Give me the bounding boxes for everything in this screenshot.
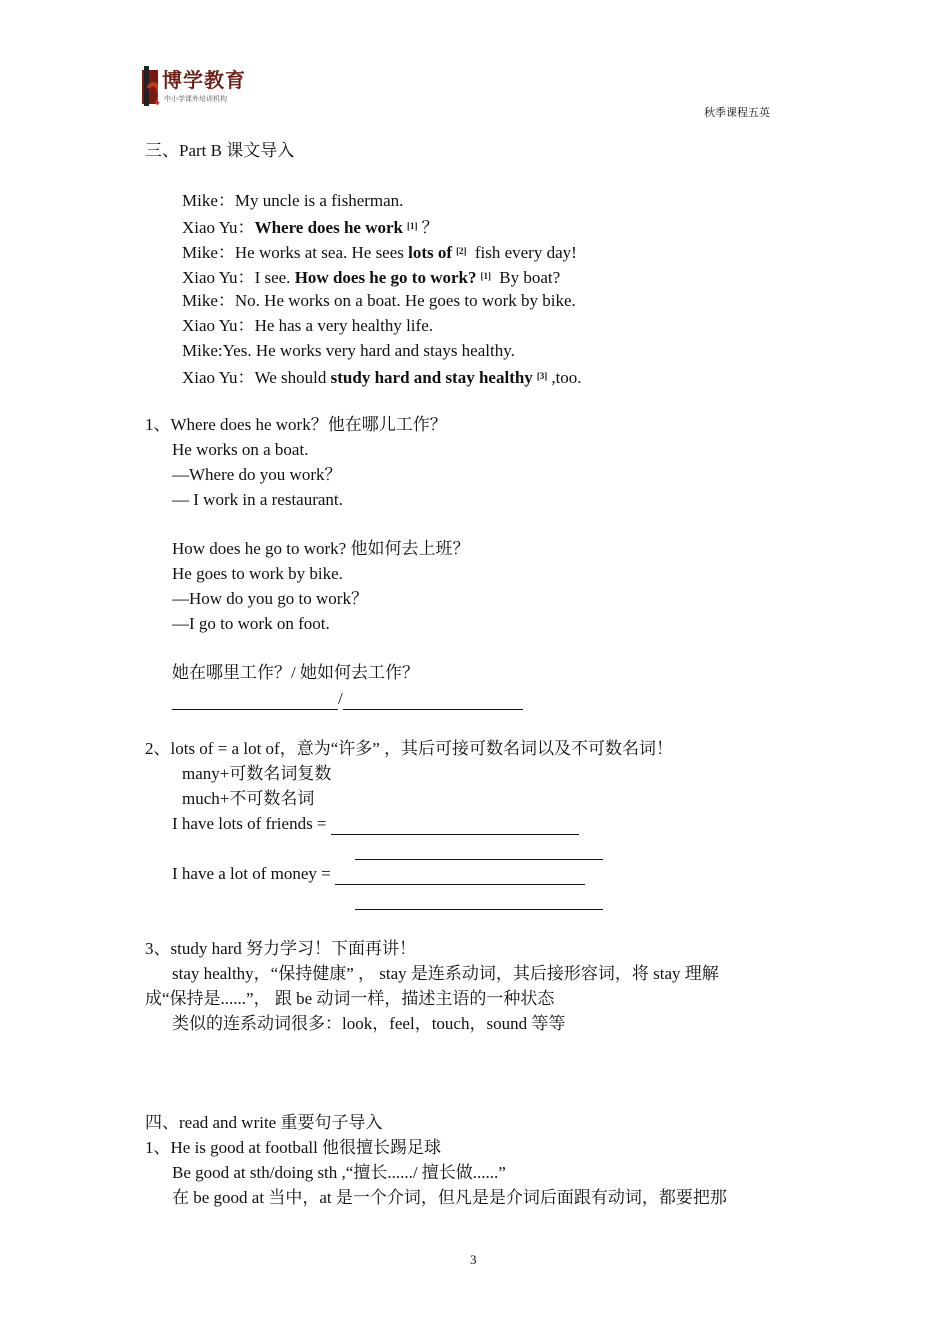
note-line: much+不可数名词 (182, 789, 315, 808)
speaker-name: Mike： (182, 191, 235, 210)
course-label: 秋季课程五英 (704, 106, 770, 119)
note-heading: 3、study hard 努力学习！下面再讲！ (145, 939, 417, 958)
page-number: 3 (470, 1252, 477, 1267)
dialogue-line (182, 365, 582, 389)
key-phrase: How does he go to work? (294, 268, 477, 287)
reference-mark: [3] (536, 371, 548, 381)
note-line: 类似的连系动词很多：look，feel，touch，sound 等等 (172, 1014, 566, 1033)
answer-blank[interactable] (355, 893, 603, 910)
note-line: 成“保持是......”， 跟 be 动词一样，描述主语的一种状态 (145, 989, 555, 1008)
answer-blank[interactable] (355, 843, 603, 860)
note-line: 在 be good at 当中，at 是一个介词，但凡是是介词后面跟有动词，都要把那 (172, 1188, 727, 1207)
speaker-name: Xiao Yu： (182, 218, 255, 237)
answer-blank[interactable] (331, 818, 579, 835)
dialogue-text: By boat? (495, 268, 561, 287)
logo-subtext: 中小学课外培训机构 (164, 95, 227, 103)
answer-blank-row (355, 888, 603, 910)
dialogue-line (182, 265, 560, 289)
note-heading: 1、He is good at football 他很擅长踢足球 (145, 1138, 442, 1157)
dialogue-text: ？ (421, 218, 439, 237)
note-question: How does he go to work? 他如何去上班？ (172, 539, 470, 558)
answer-blank-row (355, 838, 603, 860)
dialogue-line (182, 315, 433, 337)
key-phrase: Where does he work (254, 218, 403, 237)
note-line: many+可数名词复数 (182, 764, 332, 783)
answer-blank[interactable] (335, 868, 585, 885)
speaker-name: Mike： (182, 291, 235, 310)
exercise-text: I have a lot of money = (172, 864, 336, 883)
dialogue-text: My uncle is a fisherman. (234, 191, 404, 210)
note-line: — I work in a restaurant. (172, 490, 343, 509)
note-line: Be good at sth/doing sth ,“擅长....../ 擅长做......” (172, 1163, 506, 1182)
answer-blank[interactable] (172, 693, 338, 710)
speaker-name: Xiao Yu： (182, 368, 255, 387)
note-line: stay healthy，“保持健康” ， stay 是连系动词，其后接形容词，将 stay 理解 (172, 964, 719, 983)
section-title: 三、Part B 课文导入 (145, 141, 295, 160)
note-line: —I go to work on foot. (172, 614, 330, 633)
dialogue-text: Yes. He works very hard and stays healthy. (222, 341, 515, 360)
dialogue-line (182, 340, 515, 362)
blank-separator: / (338, 689, 343, 708)
answer-blank-row (172, 688, 523, 710)
reference-mark: [2] (456, 246, 467, 256)
dialogue-text: fish every day! (470, 243, 577, 262)
logo-text: 博学教育 (162, 70, 246, 92)
section-title: 四、read and write 重要句子导入 (145, 1113, 383, 1132)
speaker-name: Mike： (182, 243, 235, 262)
exercise-line (172, 813, 579, 835)
exercise-line (172, 863, 585, 885)
speaker-name: Xiao Yu： (182, 316, 255, 335)
note-heading: 2、lots of = a lot of，意为“许多” ，其后可接可数名词以及不可数名词！ (145, 739, 674, 758)
answer-blank[interactable] (343, 693, 523, 710)
dialogue-line (182, 190, 403, 212)
key-phrase: study hard and stay healthy (330, 368, 533, 387)
dialogue-text: He has a very healthy life. (254, 316, 433, 335)
note-line: —How do you go to work？ (172, 589, 368, 608)
key-phrase: lots of (408, 243, 453, 262)
speaker-name: Mike: (182, 341, 223, 360)
dialogue-text: I see. (254, 268, 295, 287)
note-line: —Where do you work？ (172, 465, 342, 484)
dialogue-line (182, 240, 577, 264)
dialogue-text: We should (254, 368, 331, 387)
note-line: He goes to work by bike. (172, 564, 343, 583)
dialogue-line (182, 290, 576, 312)
dialogue-text: ,too. (551, 368, 582, 387)
logo (142, 66, 246, 110)
speaker-name: Xiao Yu： (182, 268, 255, 287)
dialogue-text: He works at sea. He sees (234, 243, 409, 262)
note-line: He works on a boat. (172, 440, 309, 459)
exercise-text: I have lots of friends = (172, 814, 331, 833)
dialogue-line (182, 215, 439, 239)
exercise-prompt: 她在哪里工作？/ 她如何去工作？ (172, 663, 419, 682)
dialogue-text: No. He works on a boat. He goes to work by bike. (234, 291, 576, 310)
note-heading: 1、Where does he work？他在哪儿工作？ (145, 415, 447, 434)
reference-mark: [1] (480, 271, 491, 281)
reference-mark: [1] (407, 221, 418, 231)
